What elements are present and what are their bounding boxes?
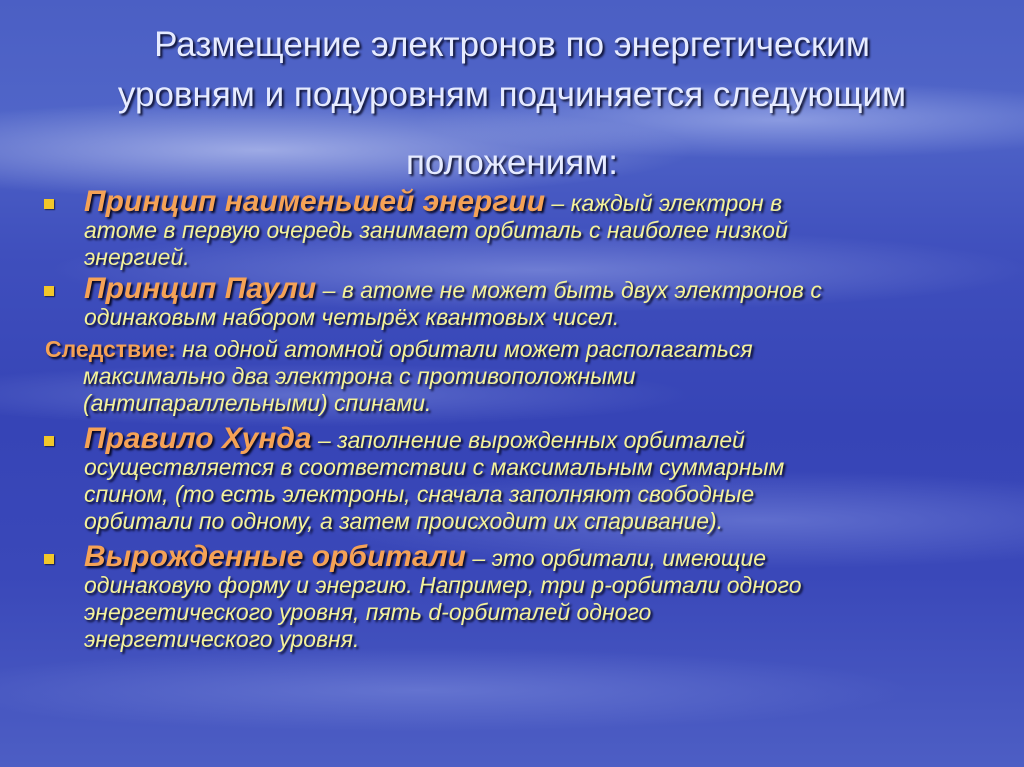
term: Правило Хунда [84,422,312,455]
list-item-text [84,540,1000,653]
slide-content [40,185,1000,655]
note-text: на одной атомной орбитали может располагаться [175,336,753,362]
note-text: максимально два электрона с противоположными [83,363,636,389]
item-text: – в атоме не может быть двух электронов с [316,277,822,303]
item-text: – это орбитали, имеющие [466,545,767,571]
slide-title [40,20,984,188]
item-text: орбитали по одному, а затем происходит их спаривание). [84,508,724,534]
item-text: энергетического уровня. [84,626,360,652]
item-text: одинаковую форму и энергию [84,572,407,598]
square-bullet-icon [44,286,54,296]
list-item-pauli [40,272,1000,331]
item-text: атоме в первую очередь занимает орбиталь с наиболее низкой [84,217,788,243]
corollary-text [45,336,1000,417]
title-line: уровням и подуровням подчиняется следующим [117,75,907,114]
item-text: энергетического уровня, пять d-орбиталей одного [84,599,652,625]
note-text: (антипараллельными) спинами. [83,390,432,416]
title-line: Размещение электронов по энергетическим [154,25,870,64]
list-item-degenerate [40,540,1000,653]
list-item-text [84,422,1000,535]
item-text: – каждый электрон в [545,190,783,216]
item-text: энергией. [84,244,190,270]
square-bullet-icon [44,436,54,446]
square-bullet-icon [44,554,54,564]
item-text: спином, (то есть электроны, сначала заполняют свободные [84,481,755,507]
item-text: одинаковым набором четырёх квантовых чисел. [84,304,620,330]
item-text: – заполнение вырожденных орбиталей [311,427,745,453]
list-item-text [84,272,1000,331]
term: Вырожденные орбитали [84,540,467,573]
item-text: осуществляется в соответствии с максимальным суммарным [84,454,785,480]
corollary-label: Следствие: [45,336,176,362]
term: Принцип Паули [84,272,317,305]
item-text: . Например, три р-орбитали одного [406,572,802,598]
list-item-least-energy [40,185,1000,271]
title-line: положениям: [405,143,619,182]
list-item-hund [40,422,1000,535]
square-bullet-icon [44,199,54,209]
corollary-note [40,336,1000,417]
list-item-text [84,185,1000,271]
term: Принцип наименьшей энергии [84,185,546,218]
